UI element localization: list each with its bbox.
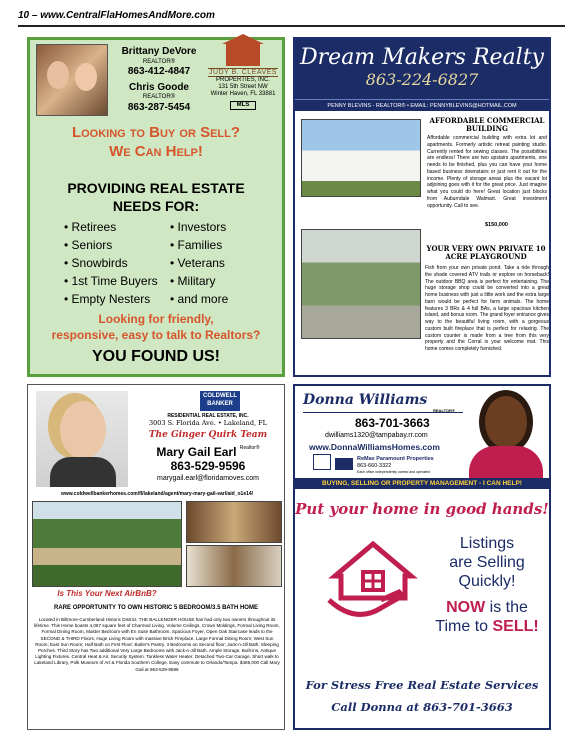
brand-phone: 863-224-6827: [365, 70, 479, 89]
headline: Looking to Buy or Sell? We Can Help!: [71, 124, 241, 160]
list-item: • Retirees: [64, 218, 158, 236]
equal-housing-icon: [313, 454, 331, 470]
company-name: RESIDENTIAL REAL ESTATE, INC.: [167, 413, 249, 419]
agents-contact: [116, 46, 202, 114]
needs-list-left: [64, 218, 158, 308]
agent2-phone: 863-287-5454: [127, 101, 191, 113]
listing2-title: YOUR VERY OWN PRIVATE 10 ACRE PLAYGROUND: [426, 244, 546, 262]
office-address: 3003 S. Florida Ave. • Lakeland, FL: [149, 419, 267, 427]
list-item: • Military: [170, 272, 228, 290]
agent-info: [132, 413, 284, 482]
agent-phone: 863-701-3663: [355, 416, 430, 430]
interior-photo-1: [186, 501, 282, 543]
listing-body: Located in Biltmore-Cumberland Historic District. THE BALLENGER HOUSE has had only two owners throughout its lifetime. This Home boasts 4,067 square feet of Charmed Living, Volume Ceilings, Crown Moldings, Formal Living Room, Formal Dining Room, Master Bedroom with En Suite Bathroom. Spacious Foyer, Open Oak Staircase leads to the SECOND & THIRD Floors, Huge Living Room with massive Brick Fireplace. Large Formal Dining Room; West Sun Room; East Sun Room; Half Bath on First Floor; Butler's Pantry. 3 Bedrooms on Second floor; Jack-n-Jill Bath; Sleeping Porches. Third Story has Two additional Very Large Bedrooms with Jack-n-Jill Bath. Ample Storage, Built-ins, Antique Lighting Fixtures. Central Heat & Air. Security System. Tankless Water Heater. Detached Two-Car Garage. Short walk to Lakeland Library, Polk Museum of Art & Florida Southern College. Easy commute to Orlando/Tampa. $485,000 Call Mary Gail at 863-529-9596: [34, 617, 280, 672]
found-text: YOU FOUND US!: [92, 348, 220, 365]
listing2-text: Fish from your own private pond. Take a ride through the shade covered ATV trails or explore on horseback! The outdoor BBQ area is perfect for entertaining. The huge storage shop could be converted into a great home business with just a little work and the extra large barn would be perfect for farm animals. The home features 3 BRs & 4 full BAs, a large spacious kitchen island, and bonus room. The grand foyer entrance gives way to the beautiful living room, with a gorgeous custom built fireplace that is perfect for relaxing. The custom counter is made from a tree from this very property and the Corral is your welcome mat. This home comes completely furnished.: [425, 265, 549, 352]
mls-logo: MLS: [230, 101, 256, 110]
tagline: Put your home in good hands!: [295, 500, 549, 518]
remax-logo-icon: [335, 458, 353, 470]
list-item: • Seniors: [64, 236, 158, 254]
question: Looking for friendly, responsive, easy to talk to Realtors?: [51, 312, 261, 342]
agents-photo: [36, 44, 108, 116]
needs-list-right: [170, 218, 228, 308]
donna-williams-ad: [293, 384, 551, 730]
airbnb-caption: Is This Your Next AirBnB?: [57, 589, 157, 598]
broker-name: ReMax Paramount Properties: [357, 456, 434, 462]
list-item: • Families: [170, 236, 228, 254]
agent2-name: Chris Goode: [128, 81, 189, 93]
list-item: • Veterans: [170, 254, 228, 272]
list-item: • Empty Nesters: [64, 290, 158, 308]
services-band: BUYING, SELLING OR PROPERTY MANAGEMENT - I CAN HELP!: [295, 478, 549, 489]
list-item: • Snowbirds: [64, 254, 158, 272]
broker-phone: 863-660-3322: [357, 463, 392, 470]
list-item: • 1st Time Buyers: [64, 272, 158, 290]
listing1-text: Affordable commercial building with extra lot and apartments. Formerly artistic retreat painting studio. Currently rented for sewing classes. The possibilities are endless! There are two upstairs apartments, one needs to be finished, plus you can have your home based business downstairs or just rent it out for the income. Plenty of storage areas plus the vacant lot adjoining goes with it for the great price. Just imagine what you could do here! Great location just blocks from Auburndale Walmart. Great investment opportunity. Call to see.: [427, 135, 547, 209]
agent-photo: [36, 391, 128, 487]
call-line: Call Donna at 863-701-3663: [331, 700, 513, 714]
listing1-title: AFFORDABLE COMMERCIAL BUILDING: [429, 116, 545, 134]
agent-name: Donna Williams: [303, 392, 428, 408]
agent-name-line: Mary Gail Earl $^{Realtor®}$: [156, 445, 260, 459]
agent-website: www.DonnaWilliamsHomes.com: [309, 442, 440, 452]
list-item: • and more: [170, 290, 228, 308]
company-name: JUDY B. CLEAVES: [209, 69, 277, 76]
page-header: 10 – www.CentralFlaHomesAndMore.com: [18, 10, 215, 21]
list-item: • Investors: [170, 218, 228, 236]
house-icon: [226, 44, 260, 66]
agent2-title: REALTOR®: [142, 94, 176, 100]
listing1-price: $150,000: [485, 222, 508, 228]
acreage-photo: [301, 229, 421, 339]
header-rule: [18, 25, 565, 27]
company-address1: 131 5th Street NW: [218, 84, 268, 91]
company-address2: Winter Haven, FL 33881: [210, 91, 276, 98]
agent-url: www.coldwellbankerhomes.com/fl/lakeland/agent/mary-mary-gail-earl/aid_o1e14/: [60, 491, 254, 497]
goode-devore-ad: [27, 37, 285, 377]
company-sub: PROPERTIES, INC.: [216, 77, 270, 83]
agent1-phone: 863-412-4847: [127, 66, 191, 77]
contact-bar: PENNY BLEVINS - REALTOR® • EMAIL: PENNYBLEVINS@HOTMAIL.COM: [295, 99, 549, 111]
broker-info: [357, 456, 434, 475]
selling-message: Listings are Selling Quickly! NOW is the Time to SELL!: [435, 535, 539, 635]
agent-email: dwilliams1320@tampabay.rr.com: [325, 432, 428, 439]
subheadline: PROVIDING REAL ESTATE NEEDS FOR:: [67, 180, 245, 214]
agent-title: REALTOR®: [433, 408, 455, 413]
agent-photo: [465, 390, 547, 478]
brand-name: Dream Makers Realty: [300, 45, 544, 70]
company-logo: [208, 44, 278, 116]
coldwell-banker-ad: [27, 384, 285, 730]
coldwell-banker-logo: COLDWELL BANKER: [200, 391, 240, 411]
brand-header: [295, 39, 549, 99]
agent1-title: REALTOR®: [142, 58, 176, 65]
hands-house-icon: [325, 536, 421, 626]
agent1-name: Brittany DeVore: [121, 46, 197, 57]
agent-phone: 863-529-9596: [170, 459, 246, 473]
broker-note: Each office independently owned and operated: [357, 470, 430, 475]
services-line: For Stress Free Real Estate Services: [305, 678, 539, 692]
dream-makers-ad: [293, 37, 551, 377]
commercial-building-photo: [301, 119, 421, 197]
agent-email: marygail.earl@floridamoves.com: [156, 475, 260, 482]
team-name: The Ginger Quirk Team: [148, 430, 268, 440]
historic-home-photo: [32, 501, 182, 587]
interior-photo-2: [186, 545, 282, 587]
listing-heading: RARE OPPORTUNITY TO OWN HISTORIC 5 BEDROOM/3.5 BATH HOME: [54, 605, 258, 611]
